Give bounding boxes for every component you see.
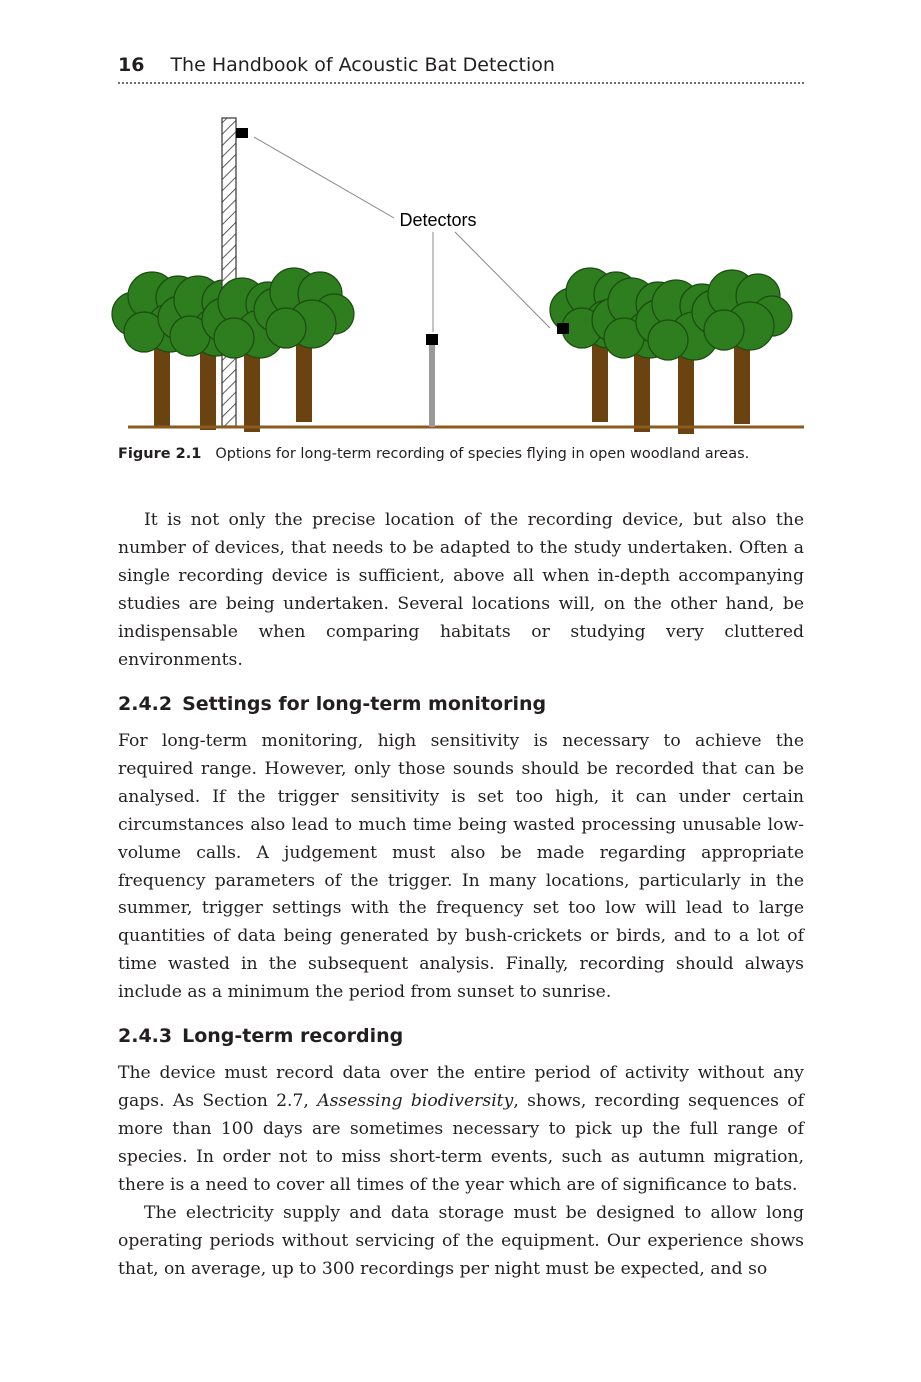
detector-pole xyxy=(429,342,435,427)
figure-caption xyxy=(118,446,818,462)
paragraph-2: For long-term monitoring, high sensitivity is necessary to achieve the required range. However, only those sounds should be recorded that can be analysed. If the trigger sensitivity is set too high, it can under certain circumstances also lead to much time being wasted processing unusable low-volume calls. A judgement must also be made regarding appropriate frequency parameters of the trigger. In many locations, particularly in the summer, trigger settings with the frequency set too low will lead to large quantities of data being generated by bush-crickets or birds, and to a lot of time wasted in the subsequent analysis. Finally, recording should always include as a minimum the period from sunset to sunrise. xyxy=(118,731,804,1003)
detectors-label: Detectors xyxy=(399,210,477,230)
section-heading-2-4-2 xyxy=(118,693,804,715)
page-number: 16 xyxy=(118,54,145,76)
leader-line-tower xyxy=(254,137,394,218)
paragraph-3 xyxy=(118,1060,804,1200)
detector-tower xyxy=(236,128,248,138)
detector-tree xyxy=(557,323,569,334)
figure-label: Figure 2.1 xyxy=(118,446,202,462)
running-title: The Handbook of Acoustic Bat Detection xyxy=(170,54,555,76)
paragraph-3-end: , shows, recording sequences of more than 100 days are sometimes necessary to pick up the full range of species. In order not to miss short-term events, such as autumn migration, there is a need to cover all times of the year which are of significance to bats. xyxy=(118,1090,805,1195)
lattice-tower xyxy=(222,118,236,426)
detector-pole-top xyxy=(426,334,438,345)
leader-line-tree xyxy=(455,232,550,328)
section-number: 2.4.3 xyxy=(118,1025,173,1047)
figure-caption-text: Options for long-term recording of species flying in open woodland areas. xyxy=(215,446,750,462)
header-rule xyxy=(118,82,804,84)
section-heading-2-4-3 xyxy=(118,1025,804,1047)
woodland-illustration xyxy=(110,110,810,440)
running-header xyxy=(118,54,804,76)
section-title: Settings for long-term monitoring xyxy=(182,693,547,715)
section-title: Long-term recording xyxy=(182,1025,404,1047)
paragraph-3-start: The device must record data over the entire period of activity without any gaps. As Section 2.7, xyxy=(118,1063,804,1111)
section-number: 2.4.2 xyxy=(118,693,173,715)
section-reference-title: Assessing biodiversity xyxy=(317,1090,514,1111)
paragraph-4: The electricity supply and data storage must be designed to allow long operating periods without servicing of the equipment. Our experience shows that, on average, up to 300 recordings per night must be expected, and so xyxy=(118,1203,804,1279)
figure-2-1 xyxy=(110,110,810,440)
paragraph-1: It is not only the precise location of the recording device, but also the number of devices, that needs to be adapted to the study undertaken. Often a single recording device is sufficient, above all when in-depth accompanying studies are being undertaken. Several locations will, on the other hand, be indispensable when comparing habitats or studying very cluttered environments. xyxy=(118,510,804,670)
